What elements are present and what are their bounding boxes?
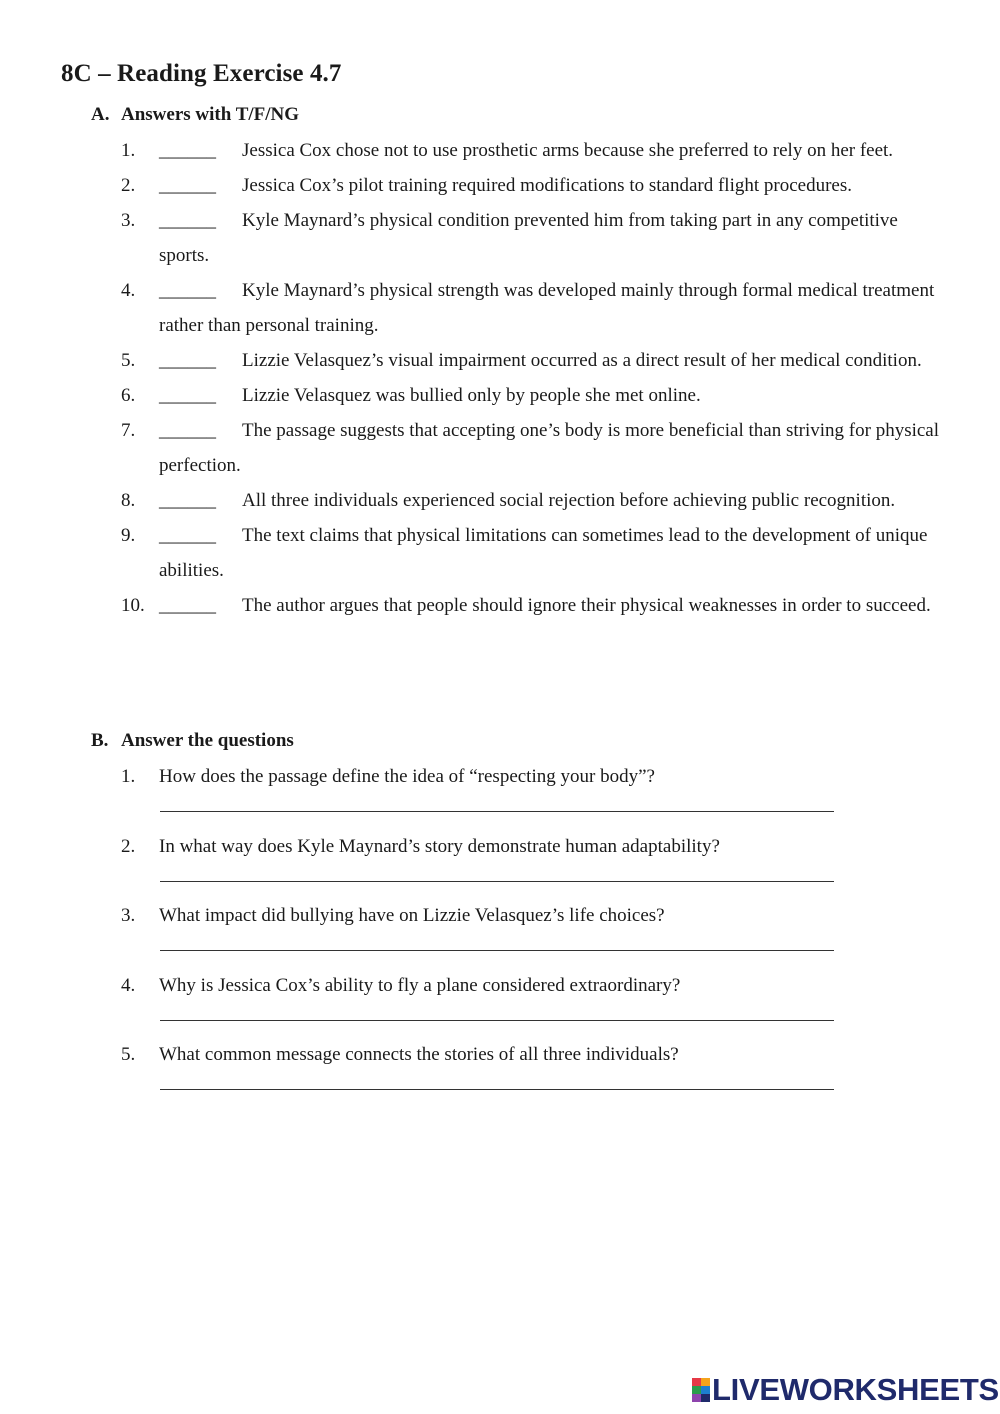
tf-item bbox=[0, 483, 1000, 518]
tf-item bbox=[0, 518, 1000, 588]
open-question-item bbox=[0, 759, 1000, 829]
tf-statement: Jessica Cox’s pilot training required modifications to standard flight procedures. bbox=[242, 175, 852, 196]
open-question-item bbox=[0, 1037, 1000, 1107]
tf-item-number: 7. bbox=[121, 420, 136, 441]
question-number: 2. bbox=[121, 835, 136, 857]
tf-statement: All three individuals experienced social rejection before achieving public recognition. bbox=[242, 490, 896, 511]
tf-item bbox=[0, 343, 1000, 378]
section-a-heading bbox=[91, 104, 299, 126]
question-number: 4. bbox=[121, 974, 136, 996]
tf-item bbox=[0, 378, 1000, 413]
tf-answer-blank[interactable]: ______ bbox=[159, 420, 216, 441]
answer-line[interactable] bbox=[160, 811, 834, 812]
open-question-list bbox=[0, 759, 1000, 1107]
tf-answer-blank[interactable]: ______ bbox=[159, 385, 216, 406]
tf-statement: Lizzie Velasquez was bullied only by people she met online. bbox=[242, 385, 701, 406]
section-b-heading bbox=[91, 730, 294, 752]
tf-item bbox=[0, 588, 1000, 623]
tf-statement: The text claims that physical limitations can sometimes lead to the development of unique abilities. bbox=[159, 525, 928, 581]
tf-answer-blank[interactable]: ______ bbox=[159, 280, 216, 301]
section-a-title: Answers with T/F/NG bbox=[121, 104, 300, 125]
tf-answer-blank[interactable]: ______ bbox=[159, 210, 216, 231]
logo-block bbox=[701, 1386, 710, 1394]
answer-line[interactable] bbox=[160, 881, 834, 882]
section-b-letter: B. bbox=[91, 730, 109, 751]
tf-item-number: 9. bbox=[121, 525, 136, 546]
question-number: 1. bbox=[121, 766, 136, 787]
open-question-item bbox=[0, 829, 1000, 899]
question-text: In what way does Kyle Maynard’s story demonstrate human adaptability? bbox=[159, 835, 720, 857]
tf-answer-blank[interactable]: ______ bbox=[159, 350, 216, 371]
section-b-title: Answer the questions bbox=[121, 730, 294, 751]
tf-item-number: 5. bbox=[121, 350, 136, 371]
tf-statement: The author argues that people should ignore their physical weaknesses in order to succeed. bbox=[242, 595, 931, 616]
tf-item bbox=[0, 168, 1000, 203]
question-text: What impact did bullying have on Lizzie Velasquez’s life choices? bbox=[159, 905, 665, 926]
tf-item-number: 10. bbox=[121, 595, 145, 616]
question-text: How does the passage define the idea of “respecting your body”? bbox=[159, 766, 655, 787]
open-question-item bbox=[0, 968, 1000, 1038]
tf-item-number: 1. bbox=[121, 140, 136, 161]
liveworksheets-logo bbox=[692, 1373, 999, 1407]
open-question-item bbox=[0, 898, 1000, 968]
question-text: Why is Jessica Cox’s ability to fly a plane considered extraordinary? bbox=[159, 974, 681, 996]
tf-item-number: 4. bbox=[121, 280, 136, 301]
tf-statement: Kyle Maynard’s physical condition prevented him from taking part in any competitive sports. bbox=[159, 210, 898, 266]
tf-statement: Jessica Cox chose not to use prosthetic arms because she preferred to rely on her feet. bbox=[242, 140, 894, 161]
logo-block bbox=[701, 1394, 710, 1402]
tf-answer-blank[interactable]: ______ bbox=[159, 140, 216, 161]
tf-item-number: 2. bbox=[121, 175, 136, 196]
section-a-letter: A. bbox=[91, 104, 110, 125]
tf-item bbox=[0, 413, 1000, 483]
logo-block bbox=[692, 1394, 701, 1402]
tf-item bbox=[0, 273, 1000, 343]
tf-statement: Kyle Maynard’s physical strength was developed mainly through formal medical treatment rather than personal training. bbox=[159, 280, 935, 336]
logo-text: LIVEWORKSHEETS bbox=[712, 1372, 999, 1407]
tf-answer-blank[interactable]: ______ bbox=[159, 490, 216, 511]
answer-line[interactable] bbox=[160, 950, 834, 951]
tf-item-number: 8. bbox=[121, 490, 136, 511]
tf-item-number: 3. bbox=[121, 210, 136, 231]
question-number: 5. bbox=[121, 1044, 136, 1065]
page-title: 8C – Reading Exercise 4.7 bbox=[61, 60, 342, 87]
tf-statement: The passage suggests that accepting one’s body is more beneficial than striving for physical perfection. bbox=[159, 420, 940, 476]
question-number: 3. bbox=[121, 905, 136, 926]
logo-block bbox=[692, 1378, 701, 1386]
tf-item bbox=[0, 133, 1000, 168]
tf-statement: Lizzie Velasquez’s visual impairment occurred as a direct result of her medical condition. bbox=[242, 350, 922, 371]
tf-answer-blank[interactable]: ______ bbox=[159, 595, 216, 616]
liveworksheets-logo-icon bbox=[692, 1378, 710, 1402]
answer-line[interactable] bbox=[160, 1089, 834, 1090]
tf-answer-blank[interactable]: ______ bbox=[159, 525, 216, 546]
logo-block bbox=[701, 1378, 710, 1386]
question-text: What common message connects the stories of all three individuals? bbox=[159, 1044, 679, 1065]
tf-item bbox=[0, 203, 1000, 273]
tf-question-list bbox=[0, 133, 1000, 623]
tf-item-number: 6. bbox=[121, 385, 136, 406]
logo-block bbox=[692, 1386, 701, 1394]
answer-line[interactable] bbox=[160, 1020, 834, 1021]
tf-answer-blank[interactable]: ______ bbox=[159, 175, 216, 196]
